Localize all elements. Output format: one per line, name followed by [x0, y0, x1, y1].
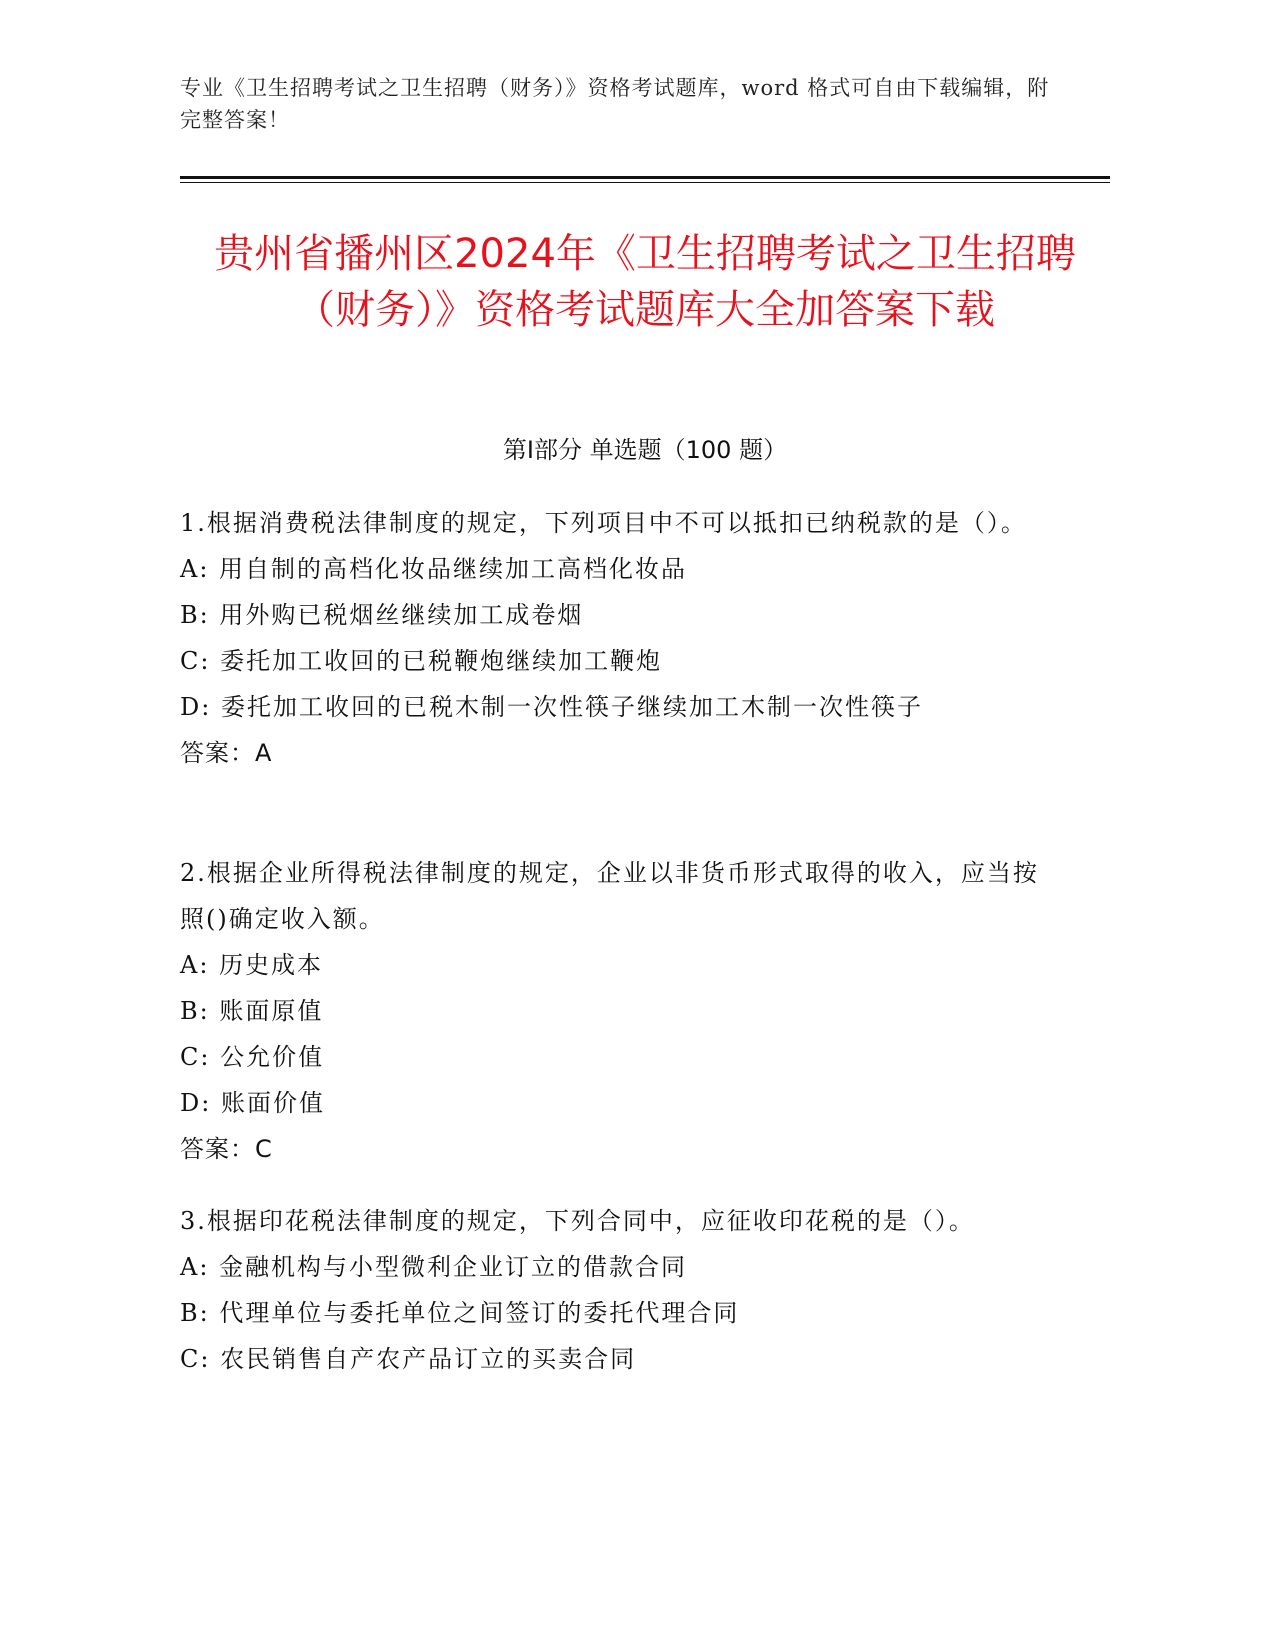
option-d: D: 委托加工收回的已税木制一次性筷子继续加工木制一次性筷子	[180, 693, 923, 721]
header-rule-thick	[180, 176, 1110, 179]
header-note: 专业《卫生招聘考试之卫生招聘（财务）》资格考试题库，word 格式可自由下载编辑，附完整答案！	[180, 76, 1050, 132]
option-b: B: 账面原值	[180, 997, 324, 1025]
option-d: D: 账面价值	[180, 1089, 325, 1117]
header-rule-thin	[180, 182, 1110, 183]
answer: 答案：A	[180, 739, 273, 767]
option-a: A: 用自制的高档化妆品继续加工高档化妆品	[180, 555, 688, 583]
option-b: B: 用外购已税烟丝继续加工成卷烟	[180, 601, 584, 629]
option-a: A: 历史成本	[180, 951, 324, 979]
option-c: C: 公允价值	[180, 1043, 325, 1071]
option-a: A: 金融机构与小型微利企业订立的借款合同	[180, 1253, 688, 1281]
question-1	[180, 500, 1060, 776]
option-c: C: 农民销售自产农产品订立的买卖合同	[180, 1345, 637, 1373]
question-stem: 1.根据消费税法律制度的规定，下列项目中不可以抵扣已纳税款的是（）。	[180, 509, 1027, 537]
document-title: 贵州省播州区2024年《卫生招聘考试之卫生招聘（财务）》资格考试题库大全加答案下载	[214, 231, 1076, 333]
question-stem: 3.根据印花税法律制度的规定，下列合同中，应征收印花税的是（）。	[180, 1207, 975, 1235]
question-stem: 2.根据企业所得税法律制度的规定，企业以非货币形式取得的收入，应当按照()确定收入额。	[180, 859, 1039, 933]
option-b: B: 代理单位与委托单位之间签订的委托代理合同	[180, 1299, 740, 1327]
section-heading: 第Ⅰ部分 单选题（100 题）	[502, 436, 788, 464]
question-3	[180, 1198, 1060, 1382]
option-c: C: 委托加工收回的已税鞭炮继续加工鞭炮	[180, 647, 663, 675]
question-2	[180, 850, 1060, 1172]
answer: 答案：C	[180, 1135, 273, 1163]
